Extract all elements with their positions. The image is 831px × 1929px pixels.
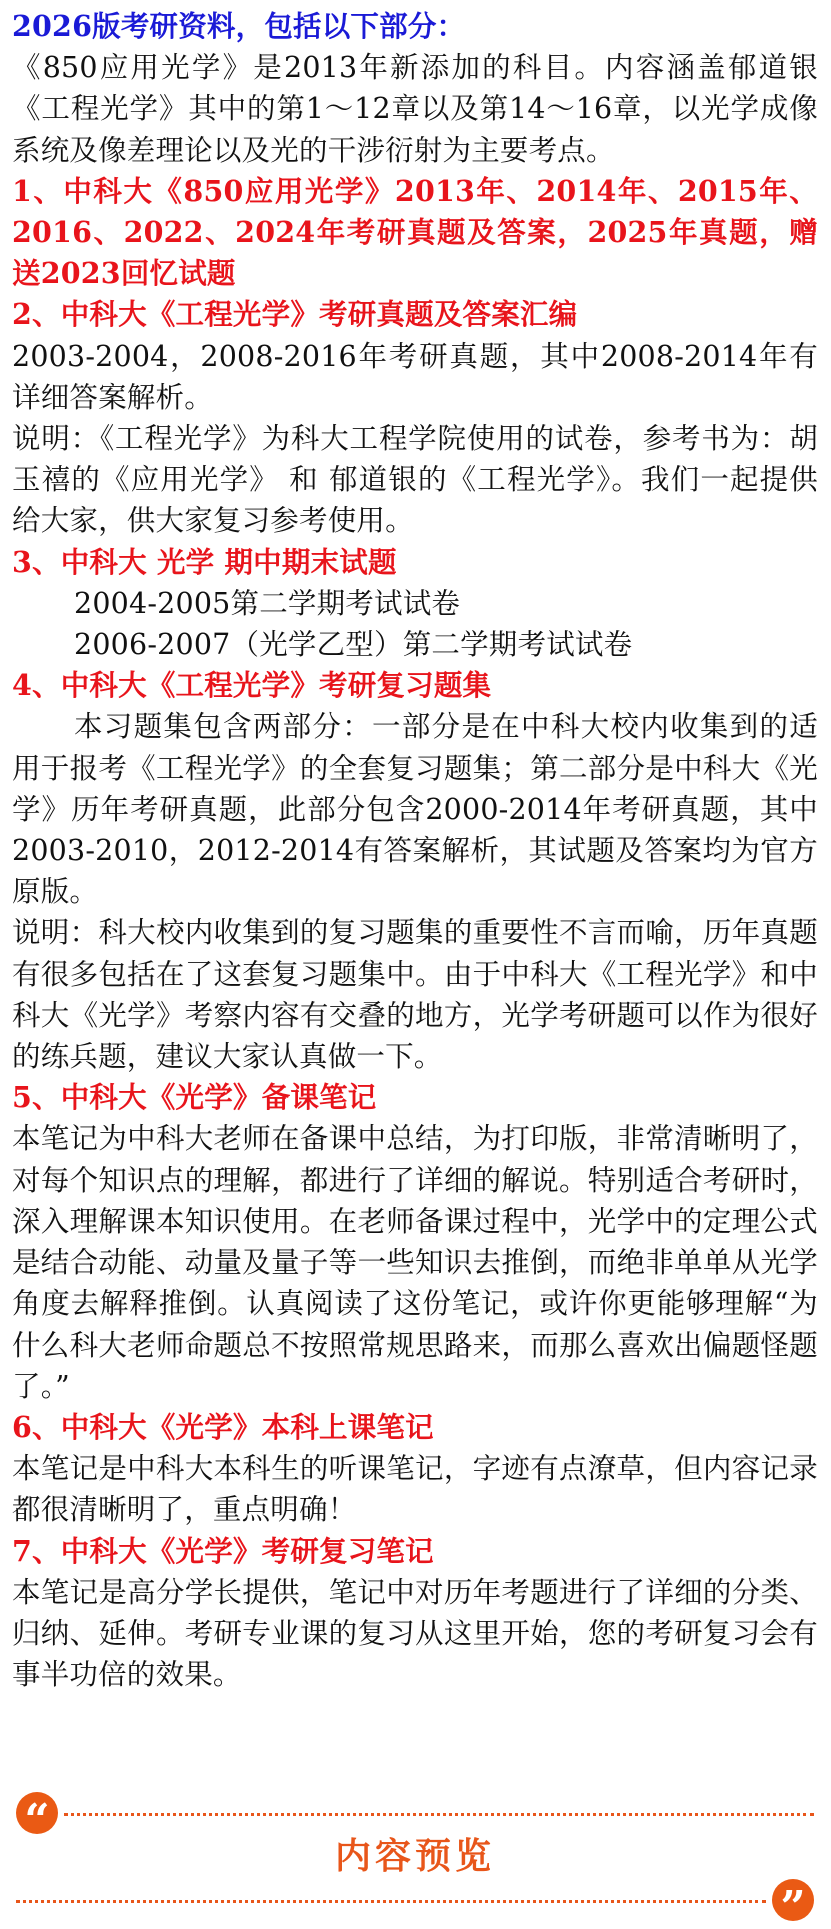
content-preview-banner (12, 1776, 818, 1926)
section-7-heading: 7、中科大《光学》考研复习笔记 (12, 1533, 434, 1568)
bottom-dotted-divider (16, 1900, 766, 1903)
section-3-item-2: 2006-2007（光学乙型）第二学期考试试卷 (74, 628, 633, 662)
section-5-heading: 5、中科大《光学》备课笔记 (12, 1080, 377, 1115)
section-2-body: 2003-2004，2008-2016年考研真题，其中2008-2014年有详细答案解析。 (12, 339, 818, 414)
section-3-item-1: 2004-2005第二学期考试试卷 (74, 586, 461, 620)
section-2-heading: 2、中科大《工程光学》考研真题及答案汇编 (12, 297, 578, 332)
section-7-body: 本笔记是高分学长提供，笔记中对历年考题进行了详细的分类、归纳、延伸。考研专业课的复习从这里开始，您的考研复习会有事半功倍的效果。 (12, 1575, 818, 1692)
section-3-heading: 3、中科大 光学 期中期末试题 (12, 544, 397, 579)
section-5-body: 本笔记为中科大老师在备课中总结，为打印版，非常清晰明了，对每个知识点的理解，都进行了详细的解说。特别适合考研时，深入理解课本知识使用。在老师备课过程中，光学中的定理公式是结合动能、动量及量子等一些知识去推倒，而绝非单单从光学角度去解释推倒。认真阅读了这份笔记，或许你更能够理解“为什么科大老师命题总不按照常规思路来，而那么喜欢出偏题怪题了。” (12, 1122, 818, 1403)
section-6-heading: 6、中科大《光学》本科上课笔记 (12, 1409, 434, 1444)
preview-title: 内容预览 (334, 1836, 495, 1877)
top-dotted-divider (64, 1813, 814, 1816)
section-2-note: 说明：《工程光学》为科大工程学院使用的试卷，参考书为：胡玉禧的《应用光学》 和 郁道银的《工程光学》。我们一起提供给大家，供大家复习参考使用。 (12, 422, 818, 538)
document-body (12, 6, 818, 1695)
section-6-body: 本笔记是中科大本科生的听课笔记，字迹有点潦草，但内容记录都很清晰明了，重点明确！ (12, 1452, 818, 1527)
section-4-note: 说明：科大校内收集到的复习题集的重要性不言而喻，历年真题有很多包括在了这套复习题集中。由于中科大《工程光学》和中科大《光学》考察内容有交叠的地方，光学考研题可以作为很好的练兵题，建议大家认真做一下。 (12, 916, 818, 1074)
document-title: 2026版考研资料，包括以下部分： (12, 9, 466, 43)
section-1-heading: 1、中科大《850应用光学》2013年、2014年、2015年、2016、2022、2024年考研真题及答案，2025年真题，赠送2023回忆试题 (12, 173, 818, 291)
intro-paragraph: 《850应用光学》是2013年新添加的科目。内容涵盖郁道银《工程光学》其中的第1～12章以及第14～16章，以光学成像系统及像差理论以及光的干涉衍射为主要考点。 (12, 51, 818, 167)
section-4-heading: 4、中科大《工程光学》考研复习题集 (12, 668, 492, 703)
close-quote-icon: ” (772, 1879, 814, 1921)
section-4-body: 本习题集包含两部分：一部分是在中科大校内收集到的适用于报考《工程光学》的全套复习题集；第二部分是中科大《光学》历年考研真题，此部分包含2000-2014年考研真题，其中2003-2010，2012-2014有答案解析，其试题及答案均为官方原版。 (12, 710, 818, 909)
open-quote-icon: “ (16, 1792, 58, 1834)
